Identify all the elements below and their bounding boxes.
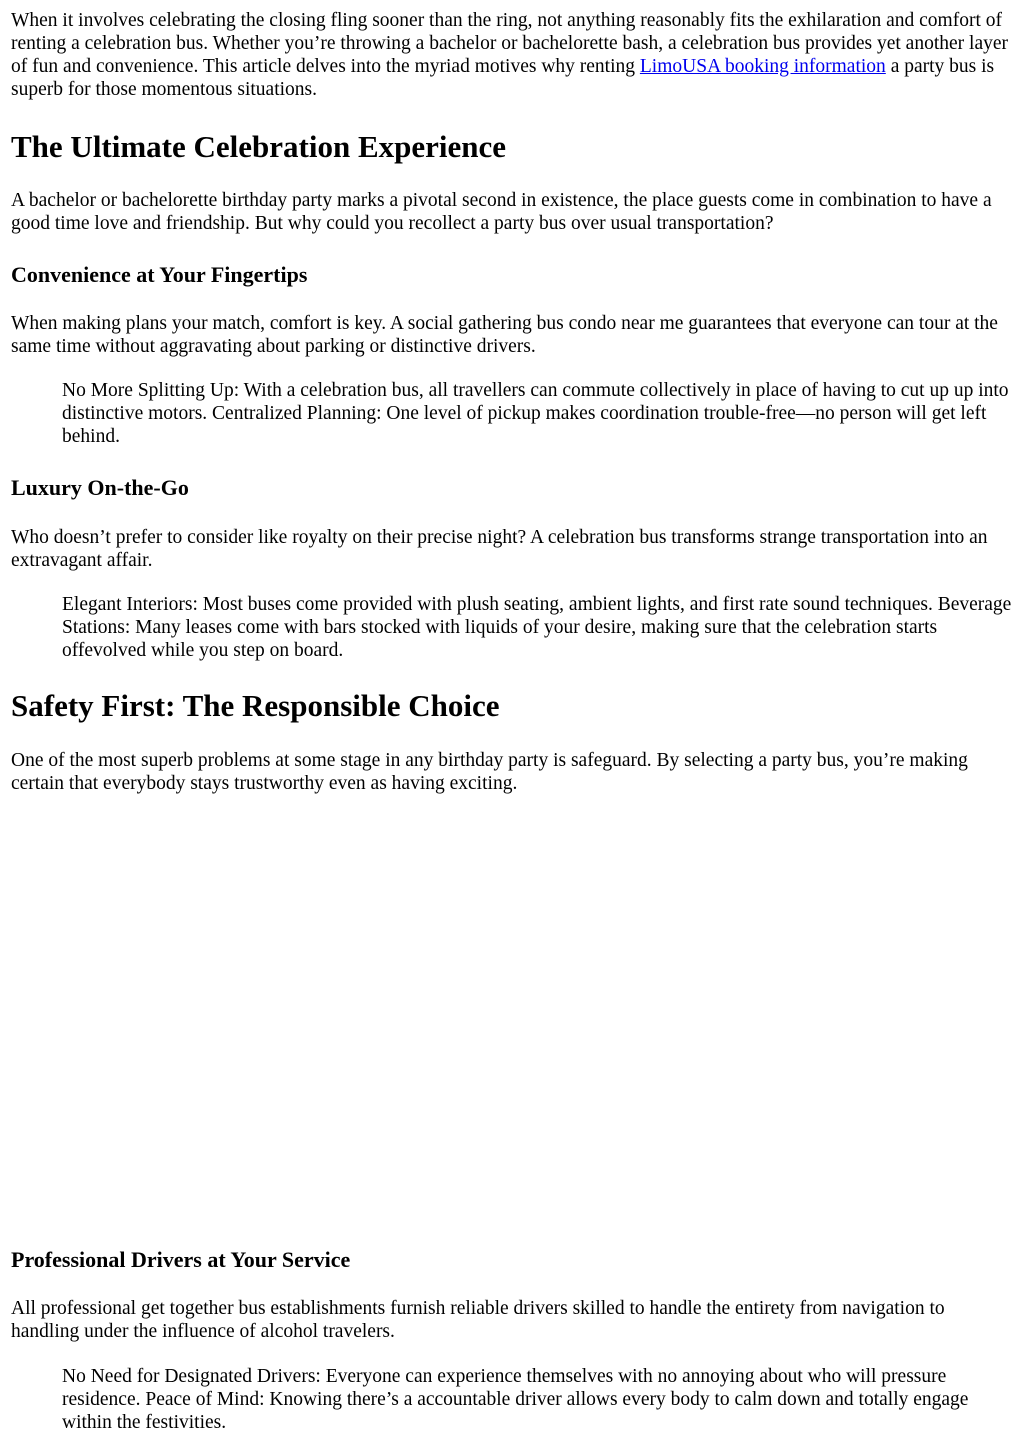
- paragraph-convenience: When making plans your match, comfort is key. A social gathering bus condo near me guarantees that everyone can tour at the same time without aggravating about parking or distinctive drivers.: [11, 313, 998, 357]
- paragraph-luxury: Who doesn’t prefer to consider like royalty on their precise night? A celebration bus transforms strange transportation into an extravagant affair.: [11, 527, 988, 571]
- embedded-media-blank-area: [11, 800, 1011, 1230]
- paragraph-safety-first: One of the most superb problems at some stage in any birthday party is safeguard. By selecting a party bus, you’re making certain that everybody stays trustworthy even as having exciting.: [11, 750, 968, 794]
- heading-professional-drivers: Professional Drivers at Your Service: [11, 1247, 351, 1272]
- heading-convenience: Convenience at Your Fingertips: [11, 262, 308, 287]
- intro-text-before: When it involves celebrating the closing fling sooner than the ring, not anything reasonably fits the exhilaration and comfort of renting a celebration bus. Whether you’re throwing a bachelor or bachelorette bash, a celebration bus provides yet another layer of fun and convenience. This article delves into the myriad motives why renting: [11, 10, 1008, 77]
- limousa-booking-link[interactable]: LimoUSA booking information: [639, 56, 886, 77]
- paragraph-professional-drivers: All professional get together bus establishments furnish reliable drivers skilled to handle the entirety from navigation to handling under the influence of alcohol travelers.: [11, 1298, 945, 1342]
- quote-professional-drivers: No Need for Designated Drivers: Everyone can experience themselves with no annoying about who will pressure residence. Peace of Mind: Knowing there’s a accountable driver allows every body to calm down and totally engage within the festivities.: [62, 1366, 969, 1433]
- quote-convenience: No More Splitting Up: With a celebration bus, all travellers can commute collectively in place of having to cut up up into distinctive motors. Centralized Planning: One level of pickup makes coordination trouble-free—no person will get left behind.: [62, 380, 1009, 447]
- paragraph-ultimate-celebration: A bachelor or bachelorette birthday party marks a pivotal second in existence, the place guests come in combination to have a good time love and friendship. But why could you recollect a party bus over usual transportation?: [11, 190, 992, 234]
- heading-safety-first: Safety First: The Responsible Choice: [11, 688, 500, 723]
- intro-text-after: a party bus is superb for those momentous situations.: [11, 56, 995, 100]
- heading-luxury: Luxury On-the-Go: [11, 475, 189, 500]
- quote-luxury: Elegant Interiors: Most buses come provided with plush seating, ambient lights, and first rate sound techniques. Beverage Stations: Many leases come with bars stocked with liquids of your desire, making sure that the celebration starts offevolved while you step on board.: [62, 594, 1012, 661]
- heading-ultimate-celebration: The Ultimate Celebration Experience: [11, 129, 507, 164]
- intro-paragraph: [11, 9, 1014, 101]
